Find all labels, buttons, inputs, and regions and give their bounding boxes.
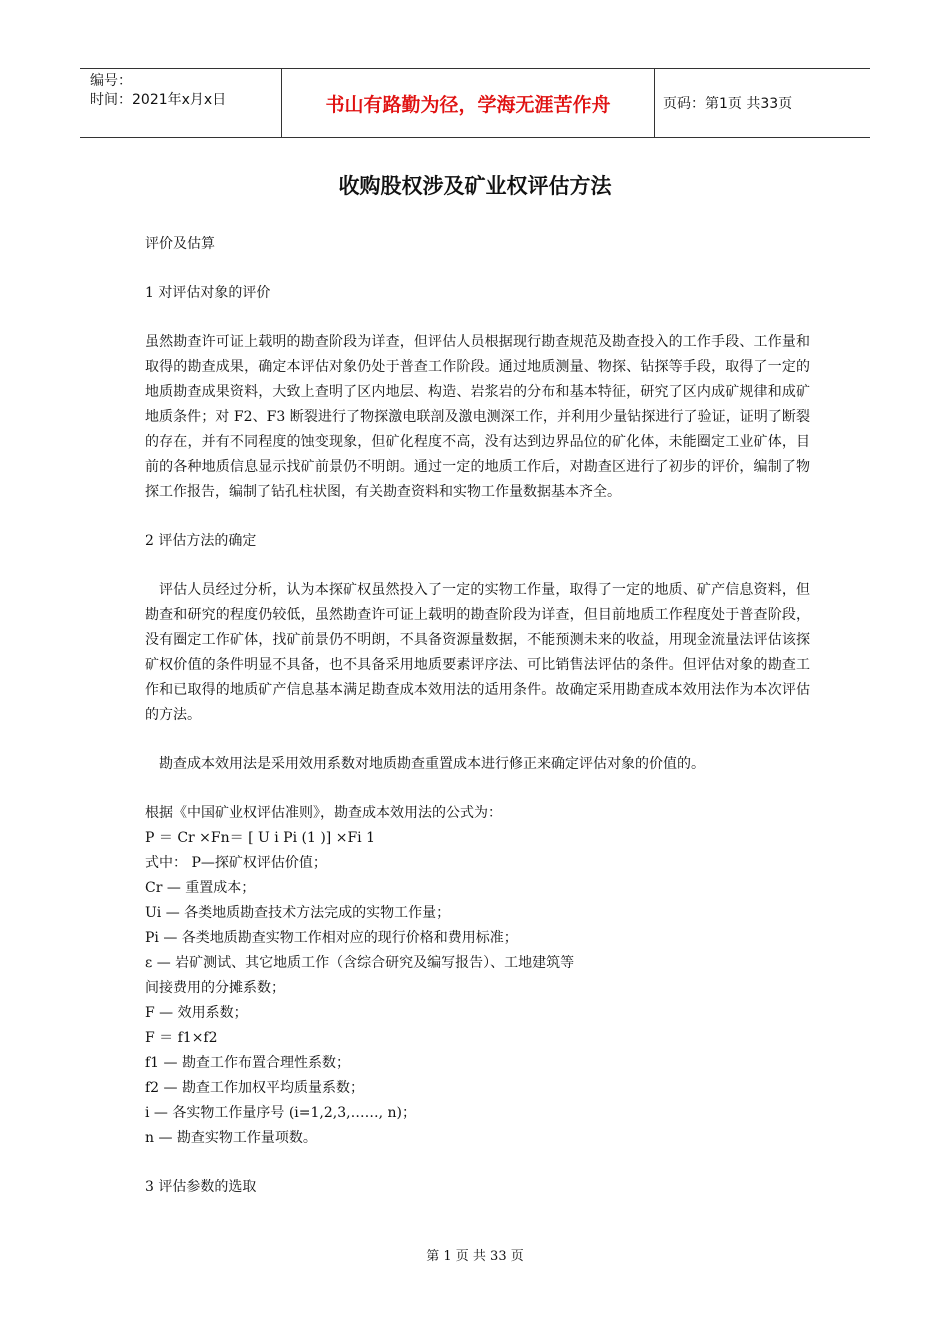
- header-meta: [80, 69, 282, 137]
- page-footer: 第 1 页 共 33 页: [426, 1249, 524, 1264]
- body-paragraph: 评估人员经过分析，认为本探矿权虽然投入了一定的实物工作量，取得了一定的地质、矿产信息资料，但勘查和研究的程度仍较低，虽然勘查许可证上载明的勘查阶段为详查，但目前地质工作程度处于普查阶段，没有圈定工作矿体，找矿前景仍不明朗，不具备资源量数据，不能预测未来的收益，用现金流量法评估该探矿权价值的条件明显不具备，也不具备采用地质要素评序法、可比销售法评估的条件。但评估对象的勘查工作和已取得的地质矿产信息基本满足勘查成本效用法的适用条件。故确定采用勘查成本效用法作为本次评估的方法。: [145, 582, 810, 723]
- time-label: 时间：2021年x月x日: [90, 92, 227, 108]
- formula-line: n — 勘查实物工作量项数。: [145, 1130, 317, 1146]
- page-header: [80, 68, 870, 138]
- section-heading: 3 评估参数的选取: [145, 1179, 257, 1195]
- section-heading: 评价及估算: [145, 236, 215, 252]
- section-heading: 1 对评估对象的评价: [145, 285, 271, 301]
- formula-line: f1 — 勘查工作布置合理性系数；: [145, 1055, 350, 1071]
- header-page-info: 页码：第1页 共33页: [663, 96, 793, 112]
- header-motto: 书山有路勤为径，学海无涯苦作舟: [282, 69, 655, 137]
- formula-line: F ＝ f1×f2: [145, 1030, 218, 1046]
- formula-line: Cr — 重置成本；: [145, 880, 256, 896]
- formula-line: F — 效用系数；: [145, 1005, 248, 1021]
- formula-line: i — 各实物工作量序号 (i=1,2,3,……, n)；: [145, 1105, 416, 1121]
- formula-line: P ＝ Cr ×Fn＝ [ U i Pi (1 )] ×Fi 1: [145, 830, 375, 846]
- formula-line: Pi — 各类地质勘查实物工作相对应的现行价格和费用标准；: [145, 930, 518, 946]
- formula-line: 间接费用的分摊系数；: [145, 980, 285, 996]
- number-label: 编号：: [90, 73, 132, 89]
- formula-line: 根据《中国矿业权评估准则》，勘查成本效用法的公式为：: [145, 805, 502, 821]
- body-paragraph: 勘查成本效用法是采用效用系数对地质勘查重置成本进行修正来确定评估对象的价值的。: [159, 756, 705, 772]
- body-paragraph: 虽然勘查许可证上载明的勘查阶段为详查，但评估人员根据现行勘查规范及勘查投入的工作手段、工作量和取得的勘查成果，确定本评估对象仍处于普查工作阶段。通过地质测量、物探、钻探等手段，取得了一定的地质勘查成果资料，大致上查明了区内地层、构造、岩浆岩的分布和基本特征，研究了区内成矿规律和成矿地质条件；对 F2、F3 断裂进行了物探激电联剖及激电测深工作，并利用少量钻探进行了验证，证明了断裂的存在，并有不同程度的蚀变现象，但矿化程度不高，没有达到边界品位的矿化体，未能圈定工业矿体，目前的各种地质信息显示找矿前景仍不明朗。通过一定的地质工作后，对勘查区进行了初步的评价，编制了物探工作报告，编制了钻孔柱状图，有关勘查资料和实物工作量数据基本齐全。: [145, 334, 810, 500]
- formula-line: Ui — 各类地质勘查技术方法完成的实物工作量；: [145, 905, 451, 921]
- formula-line: ε — 岩矿测试、其它地质工作（含综合研究及编写报告）、工地建筑等: [145, 955, 575, 971]
- section-heading: 2 评估方法的确定: [145, 533, 257, 549]
- document-title: 收购股权涉及矿业权评估方法: [338, 174, 612, 198]
- document-body: [145, 232, 810, 1200]
- formula-line: 式中： P—探矿权评估价值；: [145, 855, 327, 871]
- formula-line: f2 — 勘查工作加权平均质量系数；: [145, 1080, 364, 1096]
